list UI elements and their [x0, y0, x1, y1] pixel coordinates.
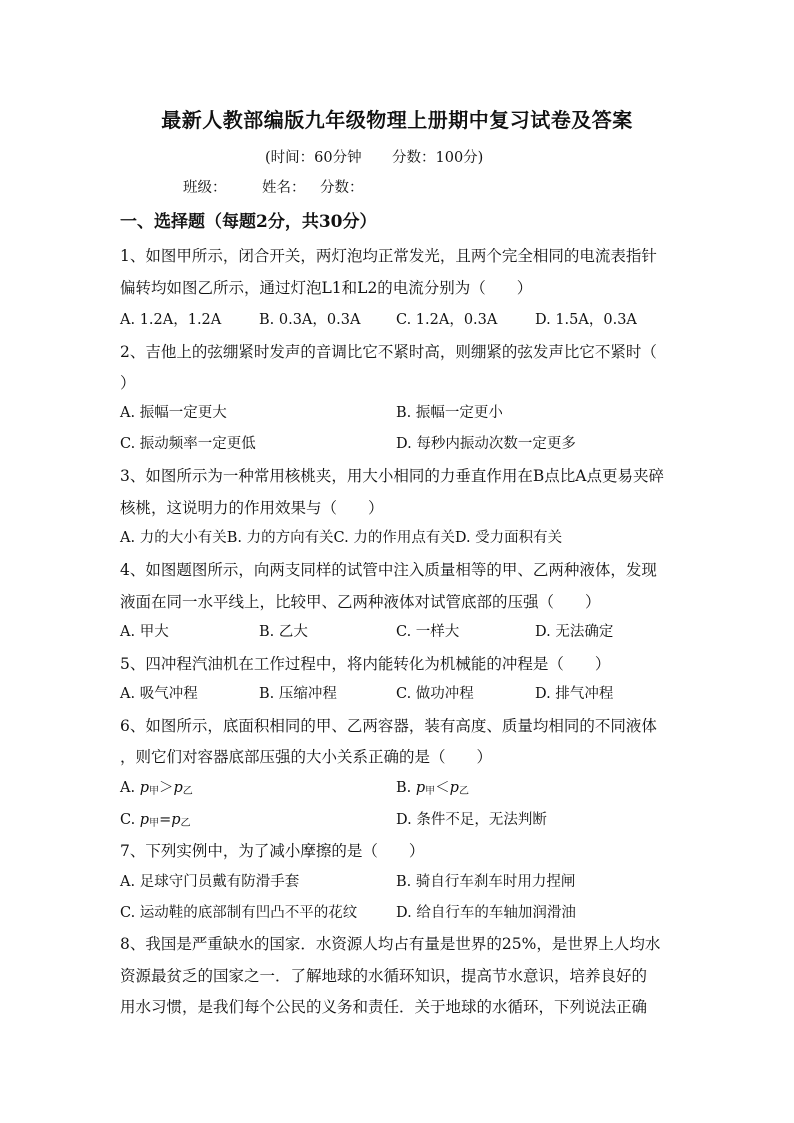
relation-symbol: ＞: [159, 780, 174, 796]
question-5-option-a: A. 吸气冲程: [120, 686, 198, 702]
option-letter: B.: [396, 780, 416, 796]
question-1-option-d: D. 1.5A，0.3A: [535, 312, 637, 328]
question-2-option-b: B. 振幅一定更小: [396, 405, 503, 421]
score-label: 分数：: [320, 180, 364, 196]
question-4-line1: 4、如图题图所示，向两支同样的试管中注入质量相等的甲、乙两种液体，发现: [120, 561, 657, 579]
question-7-option-d: D. 给自行车的车轴加润滑油: [396, 905, 576, 921]
question-2-option-c: C. 振动频率一定更低: [120, 436, 256, 452]
question-6-line1: 6、如图所示，底面积相同的甲、乙两容器，装有高度、质量均相同的不同液体: [120, 717, 657, 735]
relation-symbol: ＜: [435, 780, 450, 796]
pressure-symbol: p: [449, 780, 459, 796]
question-3-options: A. 力的大小有关B. 力的方向有关C. 力的作用点有关D. 受力面积有关: [120, 530, 563, 546]
question-5-option-b: B. 压缩冲程: [259, 686, 337, 702]
subscript: 甲: [425, 786, 436, 797]
relation-symbol: =: [159, 812, 172, 828]
option-letter: A.: [120, 780, 140, 796]
question-7-line1: 7、下列实例中，为了减小摩擦的是（ ）: [120, 842, 425, 860]
subscript: 甲: [149, 786, 159, 797]
question-1-line2: 偏转均如图乙所示，通过灯泡L1和L2的电流分别为（ ）: [120, 279, 533, 297]
question-3-line1: 3、如图所示为一种常用核桃夹，用大小相同的力垂直作用在B点比A点更易夹碎: [120, 467, 664, 485]
pressure-symbol: p: [139, 812, 150, 828]
class-label: 班级：: [183, 180, 227, 196]
question-2-line2: ）: [120, 374, 136, 392]
question-8-line2: 资源最贫乏的国家之一．了解地球的水循环知识，提高节水意识，培养良好的: [120, 967, 648, 985]
pressure-symbol: p: [173, 780, 183, 796]
question-8-line1: 8、我国是严重缺水的国家．水资源人均占有量是世界的25%，是世界上人均水: [120, 935, 661, 953]
question-2-option-a: A. 振幅一定更大: [120, 405, 227, 421]
exam-score: 分数：100分): [392, 150, 484, 166]
question-1-option-a: A. 1.2A，1.2A: [120, 312, 222, 328]
exam-time: (时间：60分钟: [265, 150, 362, 166]
option-letter: D.: [396, 812, 417, 828]
subscript: 乙: [458, 786, 469, 797]
question-1-option-c: C. 1.2A，0.3A: [396, 312, 498, 328]
question-6-line2: ，则它们对容器底部压强的大小关系正确的是（ ）: [120, 748, 493, 766]
question-5-line1: 5、四冲程汽油机在工作过程中，将内能转化为机械能的冲程是（ ）: [120, 655, 611, 673]
question-1-option-b: B. 0.3A，0.3A: [259, 312, 361, 328]
question-1-line1: 1、如图甲所示，闭合开关，两灯泡均正常发光，且两个完全相同的电流表指针: [120, 247, 657, 265]
page-title: 最新人教部编版九年级物理上册期中复习试卷及答案: [161, 108, 633, 132]
question-4-option-c: C. 一样大: [396, 624, 460, 640]
name-label: 姓名：: [262, 180, 306, 196]
question-6-option-d: [396, 810, 547, 830]
option-letter: C.: [120, 812, 140, 828]
question-7-option-c: C. 运动鞋的底部制有凹凸不平的花纹: [120, 905, 358, 921]
question-3-line2: 核桃，这说明力的作用效果与（ ）: [120, 499, 384, 517]
pressure-symbol: p: [171, 812, 181, 828]
question-8-line3: 用水习惯，是我们每个公民的义务和责任．关于地球的水循环，下列说法正确: [120, 998, 648, 1016]
subscript: 甲: [149, 818, 160, 829]
question-4-line2: 液面在同一水平线上，比较甲、乙两种液体对试管底部的压强（ ）: [120, 593, 601, 611]
section-heading: 一、选择题（每题2分，共30分）: [120, 212, 377, 232]
question-5-option-d: D. 排气冲程: [535, 686, 614, 702]
question-6-option-c: [120, 810, 191, 834]
question-6-option-a: [120, 778, 193, 802]
question-4-option-a: A. 甲大: [120, 624, 169, 640]
pressure-symbol: p: [415, 780, 426, 796]
question-7-option-a: A. 足球守门员戴有防滑手套: [120, 874, 300, 890]
question-7-option-b: B. 骑自行车刹车时用力捏闸: [396, 874, 576, 890]
question-6-option-b: [396, 778, 469, 802]
question-2-option-d: D. 每秒内振动次数一定更多: [396, 436, 576, 452]
subscript: 乙: [182, 786, 193, 797]
question-5-option-c: C. 做功冲程: [396, 686, 474, 702]
question-4-option-b: B. 乙大: [259, 624, 308, 640]
pressure-symbol: p: [139, 780, 149, 796]
question-2-line1: 2、吉他上的弦绷紧时发声的音调比它不紧时高，则绷紧的弦发声比它不紧时（: [120, 343, 657, 361]
question-4-option-d: D. 无法确定: [535, 624, 614, 640]
option-text: 条件不足，无法判断: [416, 812, 547, 828]
subscript: 乙: [180, 818, 191, 829]
